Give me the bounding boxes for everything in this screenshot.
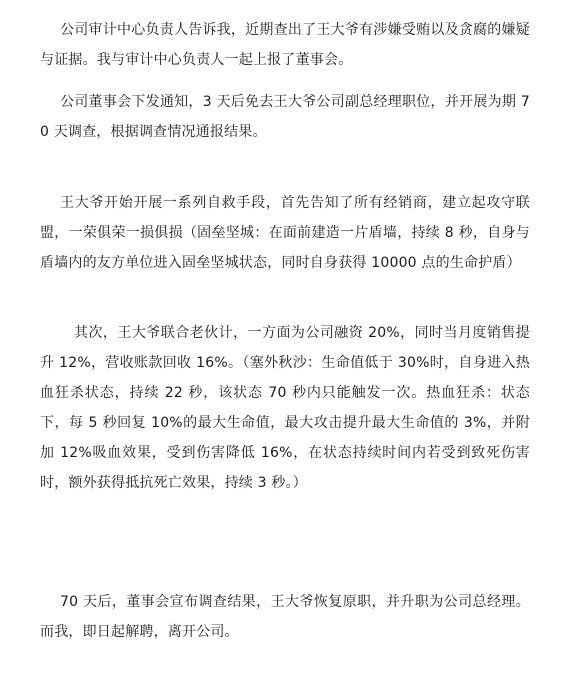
paragraph-result: 70 天后，董事会宣布调查结果，王大爷恢复原职，并升职为公司总经理。而我，即日起解聘，离开公司。 — [40, 594, 530, 640]
paragraph-alliance: 其次，王大爷联合老伙计，一方面为公司融资 20%，同时当月度销售提升 12%，营收账款回收 16%。（塞外秋沙：生命值低于 30%时，自身进入热血狂杀状态，持续 22 秒，该状态 70 秒内只能触发一次。热血狂杀：状态下，每 5 秒回复 10%的最大生命值，最大攻击提升最大生命值的 3%，并附加 12%吸血效果，受到伤害降低 16%，在状态持续时间内若受到致死伤害时，额外获得抵抗死亡效果，持续 3 秒。） — [40, 325, 530, 491]
paragraph-board-notice: 公司董事会下发通知，3 天后免去王大爷公司副总经理职位，并开展为期 70 天调查，根据调查情况通报结果。 — [40, 94, 530, 140]
paragraph-self-rescue: 王大爷开始开展一系列自救手段，首先告知了所有经销商，建立起攻守联盟，一荣俱荣一损俱损（固垒坚城：在面前建造一片盾墙，持续 8 秒，自身与盾墙内的友方单位进入固垒坚城状态，同时自身获得 10000 点的生命护盾） — [40, 195, 530, 271]
paragraph-audit-report: 公司审计中心负责人告诉我，近期查出了王大爷有涉嫌受贿以及贪腐的嫌疑与证据。我与审计中心负责人一起上报了董事会。 — [40, 22, 530, 68]
